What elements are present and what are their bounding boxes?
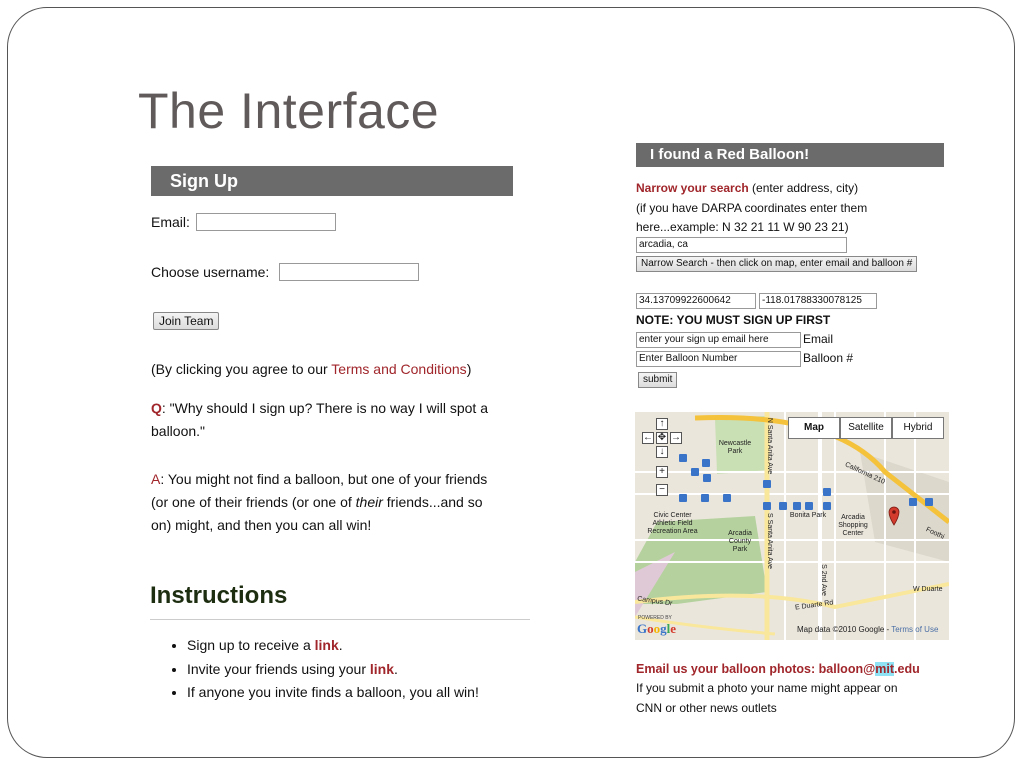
map-type-satellite-button[interactable]: Satellite xyxy=(840,417,892,439)
map-label-w-duarte: W Duarte xyxy=(913,586,943,593)
username-label: Choose username: xyxy=(151,264,270,280)
photos-highlight: mit xyxy=(875,662,895,676)
cnn-note: If you submit a photo your name might appear on CNN or other news outlets xyxy=(636,681,898,715)
narrow-search-text xyxy=(636,179,881,238)
map-label-bonita: Bonita Park xyxy=(789,512,827,519)
instruction-text: Sign up to receive a xyxy=(187,637,315,653)
photos-email-line xyxy=(636,660,920,680)
instruction-text: If anyone you invite finds a balloon, you all win! xyxy=(187,684,479,700)
map-label-civic: Civic Center Athletic Field Recreation Area xyxy=(647,512,698,535)
slide-title: The Interface xyxy=(138,83,440,139)
email-input[interactable] xyxy=(196,213,336,231)
instructions-heading: Instructions xyxy=(150,582,288,609)
balloon-number-input[interactable]: Enter Balloon Number xyxy=(636,351,801,367)
faq-question xyxy=(151,397,511,443)
map-label-newcastle: Newcastle Park xyxy=(718,440,752,455)
terms-agreement xyxy=(151,358,511,381)
narrow-label: Narrow your search xyxy=(636,181,749,195)
a-letter: A xyxy=(151,471,161,487)
map-label-foothill: Foothi xyxy=(924,526,946,541)
email-label: Email: xyxy=(151,214,190,230)
instruction-item xyxy=(187,681,479,705)
narrow-search-button[interactable]: Narrow Search - then click on map, enter email and balloon # xyxy=(636,256,917,272)
signup-note: NOTE: YOU MUST SIGN UP FIRST xyxy=(636,313,831,327)
q-text: : "Why should I sign up? There is no way I will spot a balloon." xyxy=(151,400,488,439)
join-team-button[interactable]: Join Team xyxy=(153,312,219,330)
map-label-shopping: Arcadia Shopping Center xyxy=(838,514,868,537)
username-input[interactable] xyxy=(279,263,419,281)
latitude-input[interactable]: 34.13709922600642 xyxy=(636,293,756,309)
q-letter: Q xyxy=(151,400,162,416)
a-text-1: : You might not find a balloon, but one of your friends (or one of their friends (or one of xyxy=(151,471,488,510)
darpa-text: (if you have DARPA coordinates enter them here...example: N 32 21 11 W 90 23 21) xyxy=(636,200,868,234)
pan-left-icon[interactable]: ← xyxy=(643,432,653,443)
submit-button[interactable]: submit xyxy=(638,372,677,388)
balloon-email-label: Email xyxy=(803,332,834,346)
address-search-input[interactable]: arcadia, ca xyxy=(636,237,847,253)
agree-suffix: ) xyxy=(466,361,472,377)
pan-center-icon[interactable]: ✥ xyxy=(657,432,667,443)
map-label-santa-anita-n: N Santa Anita Ave xyxy=(766,417,774,475)
longitude-input[interactable]: -118.01788330078125 xyxy=(759,293,877,309)
signup-link[interactable]: link xyxy=(314,637,339,653)
map-type-hybrid-button[interactable]: Hybrid xyxy=(892,417,944,439)
narrow-hint: (enter address, city) xyxy=(748,181,859,195)
pan-right-icon[interactable]: → xyxy=(671,432,681,443)
faq-answer xyxy=(151,468,506,537)
instruction-item xyxy=(187,658,479,682)
pan-up-icon[interactable]: ↑ xyxy=(656,418,668,430)
map-label-second-ave: S 2nd Ave xyxy=(819,564,827,596)
photos-prefix: Email us your balloon photos: balloon@ xyxy=(636,662,876,676)
instruction-suffix: . xyxy=(338,637,343,653)
a-text-em: their xyxy=(355,494,383,510)
zoom-in-icon[interactable]: + xyxy=(656,466,668,478)
powered-by-label: POWERED BY xyxy=(638,615,672,621)
google-logo[interactable]: Google xyxy=(637,621,677,636)
map-credit xyxy=(797,625,938,634)
map-view[interactable] xyxy=(635,412,949,640)
map-type-map-button[interactable]: Map xyxy=(788,417,840,439)
a-text-2: friends...and so on) might, and then you can all win! xyxy=(151,494,483,533)
map-credit-text: Map data ©2010 Google - xyxy=(797,625,892,634)
map-label-california-210: California 210 xyxy=(843,461,886,486)
map-label-santa-anita-s: S Santa Anita Ave xyxy=(765,513,773,569)
instructions-divider xyxy=(150,619,530,620)
signup-header: Sign Up xyxy=(151,166,513,196)
instruction-suffix: . xyxy=(394,660,398,677)
pan-down-icon[interactable]: ↓ xyxy=(656,446,668,458)
terms-link[interactable]: Terms and Conditions xyxy=(331,361,467,377)
terms-of-use-link[interactable]: Terms of Use xyxy=(891,625,939,634)
red-balloon-header: I found a Red Balloon! xyxy=(636,143,944,167)
balloon-number-label: Balloon # xyxy=(803,351,854,365)
photos-suffix: .edu xyxy=(894,662,920,676)
instruction-item xyxy=(187,634,479,658)
instructions-list xyxy=(171,634,479,705)
map-label-campus: Campus Dr xyxy=(636,595,673,608)
map-label-arcadia-park: Arcadia County Park xyxy=(728,530,752,553)
invite-link[interactable]: link xyxy=(369,660,394,677)
map-label-e-duarte: E Duarte Rd xyxy=(794,599,834,612)
zoom-out-icon[interactable]: − xyxy=(656,484,668,496)
balloon-email-input[interactable]: enter your sign up email here xyxy=(636,332,801,348)
agree-prefix: (By clicking you agree to our xyxy=(151,361,332,377)
instruction-text: Invite your friends using your xyxy=(187,660,370,677)
